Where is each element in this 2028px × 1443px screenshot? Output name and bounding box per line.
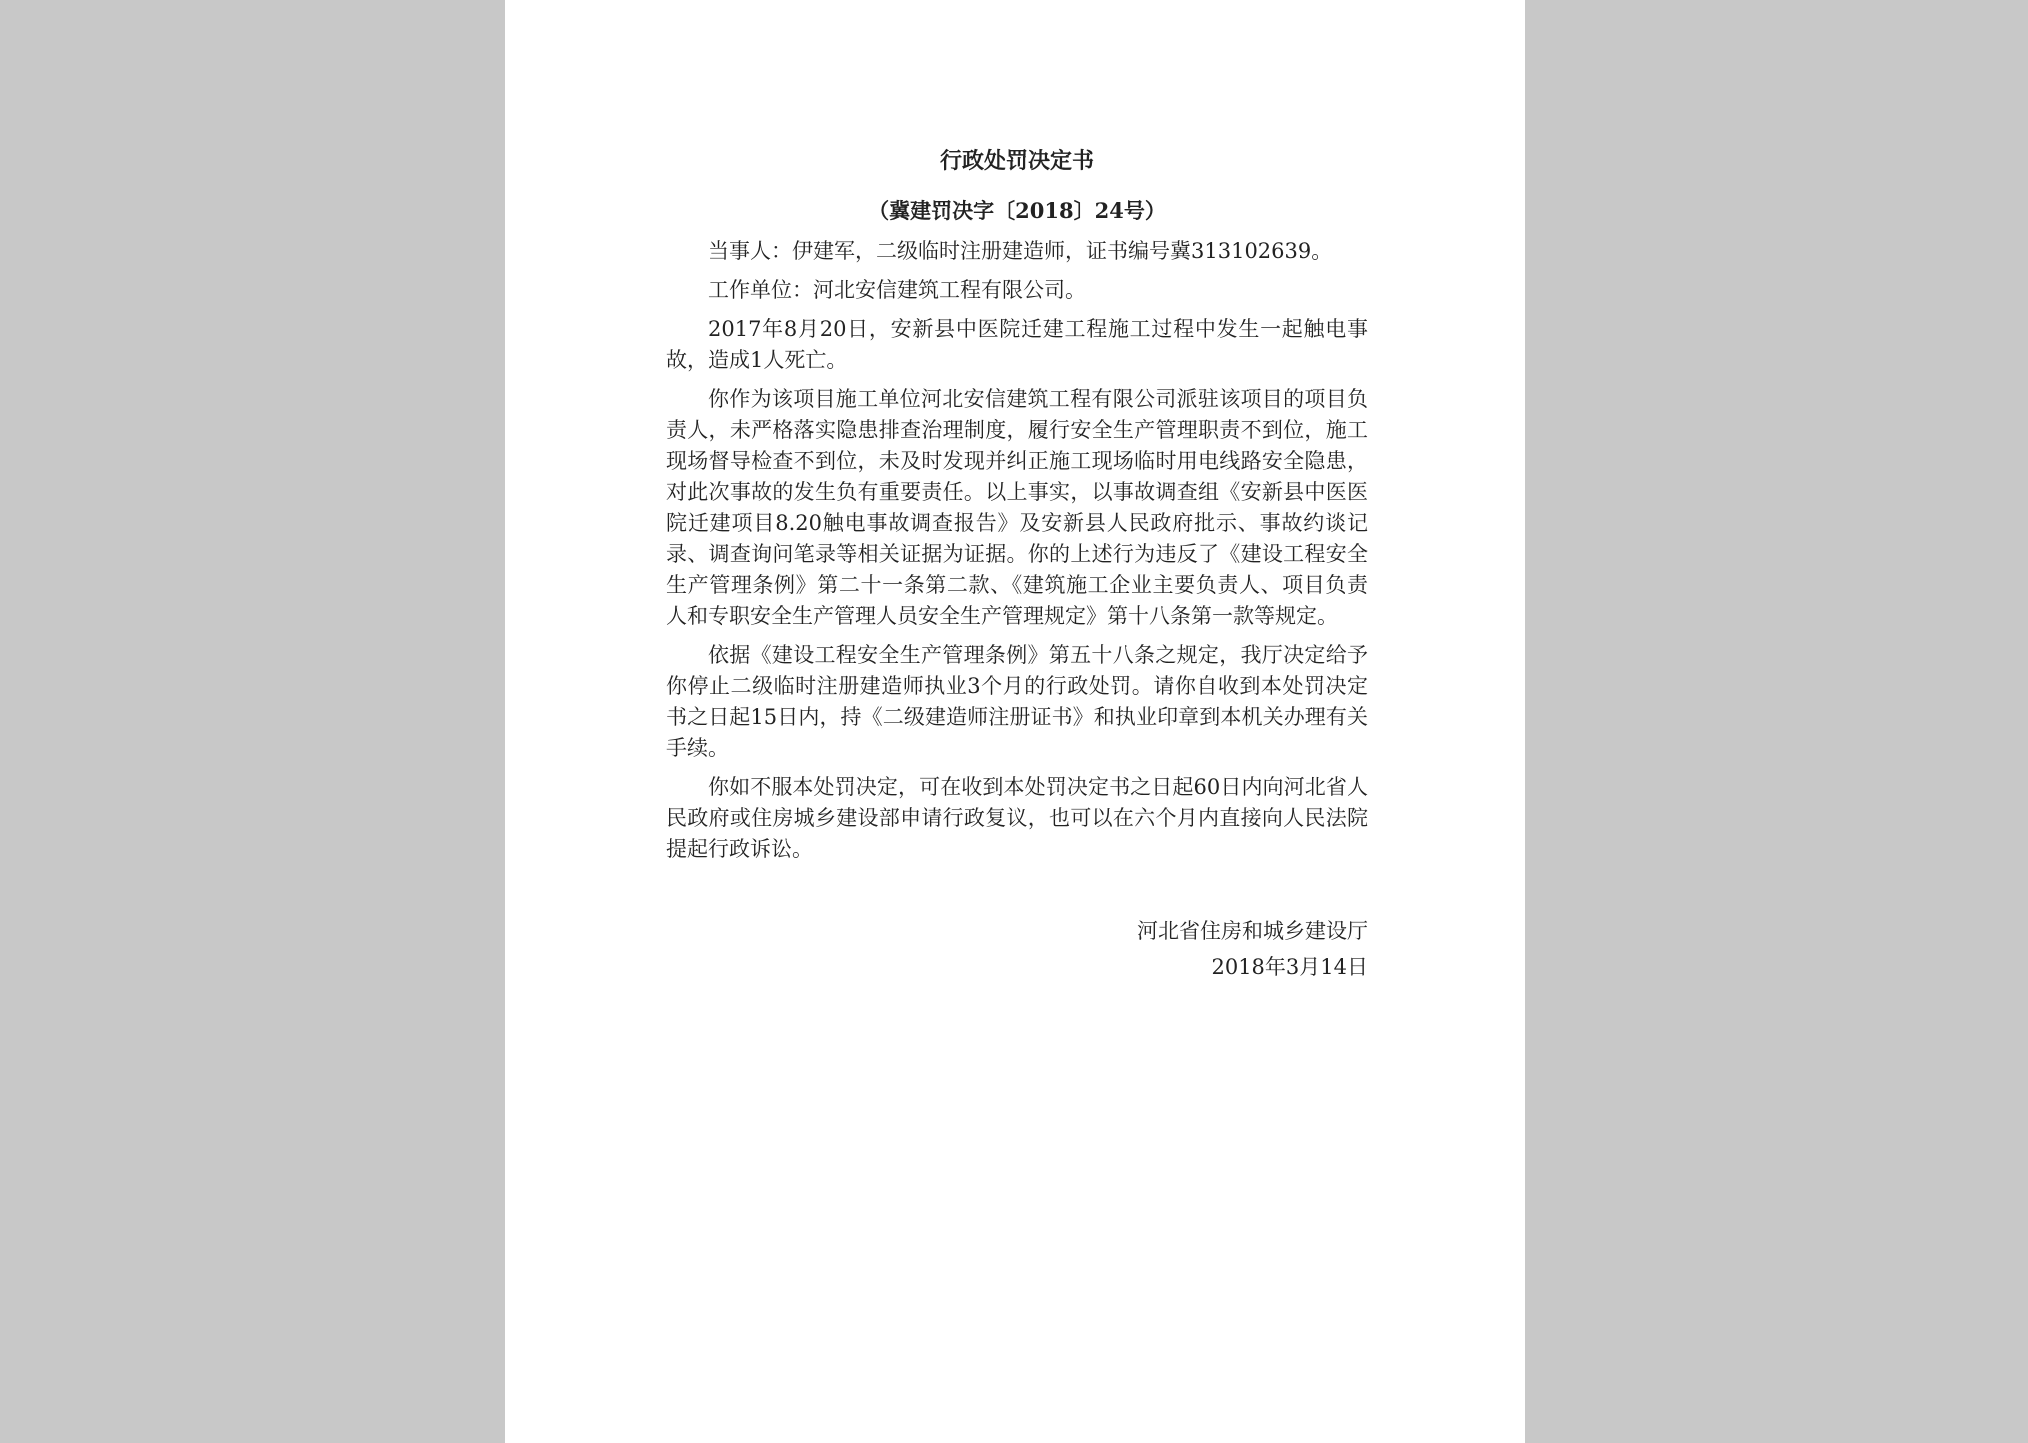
document-page <box>505 0 1525 1443</box>
employer-paragraph: 工作单位：河北安信建筑工程有限公司。 <box>708 278 1086 302</box>
document-body <box>666 146 1368 985</box>
issuer-name: 河北省住房和城乡建设厅 <box>1137 919 1368 943</box>
issue-date: 2018年3月14日 <box>1211 955 1368 979</box>
appeal-paragraph: 你如不服本处罚决定，可在收到本处罚决定书之日起60日内向河北省人民政府或住房城乡建设部申请行政复议，也可以在六个月内直接向人民法院提起行政诉讼。 <box>666 775 1368 861</box>
document-title: 行政处罚决定书 <box>939 148 1094 174</box>
findings-paragraph: 你作为该项目施工单位河北安信建筑工程有限公司派驻该项目的项目负责人，未严格落实隐患排查治理制度，履行安全生产管理职责不到位，施工现场督导检查不到位，未及时发现并纠正施工现场临时用电线路安全隐患，对此次事故的发生负有重要责任。以上事实，以事故调查组《安新县中医医院迁建项目8.20触电事故调查报告》及安新县人民政府批示、事故约谈记录、调查询问笔录等相关证据为证据。你的上述行为违反了《建设工程安全生产管理条例》第二十一条第二款、《建筑施工企业主要负责人、项目负责人和专职安全生产管理人员安全生产管理规定》第十八条第一款等规定。 <box>666 387 1368 628</box>
document-number: （冀建罚决字〔2018〕24号） <box>868 198 1166 223</box>
party-paragraph: 当事人：伊建军，二级临时注册建造师，证书编号冀313102639。 <box>708 239 1333 263</box>
signature-block <box>666 913 1368 985</box>
decision-paragraph: 依据《建设工程安全生产管理条例》第五十八条之规定，我厅决定给予你停止二级临时注册建造师执业3个月的行政处罚。请你自收到本处罚决定书之日起15日内，持《二级建造师注册证书》和执业印章到本机关办理有关手续。 <box>666 643 1368 760</box>
incident-paragraph: 2017年8月20日，安新县中医院迁建工程施工过程中发生一起触电事故，造成1人死亡。 <box>666 317 1368 372</box>
